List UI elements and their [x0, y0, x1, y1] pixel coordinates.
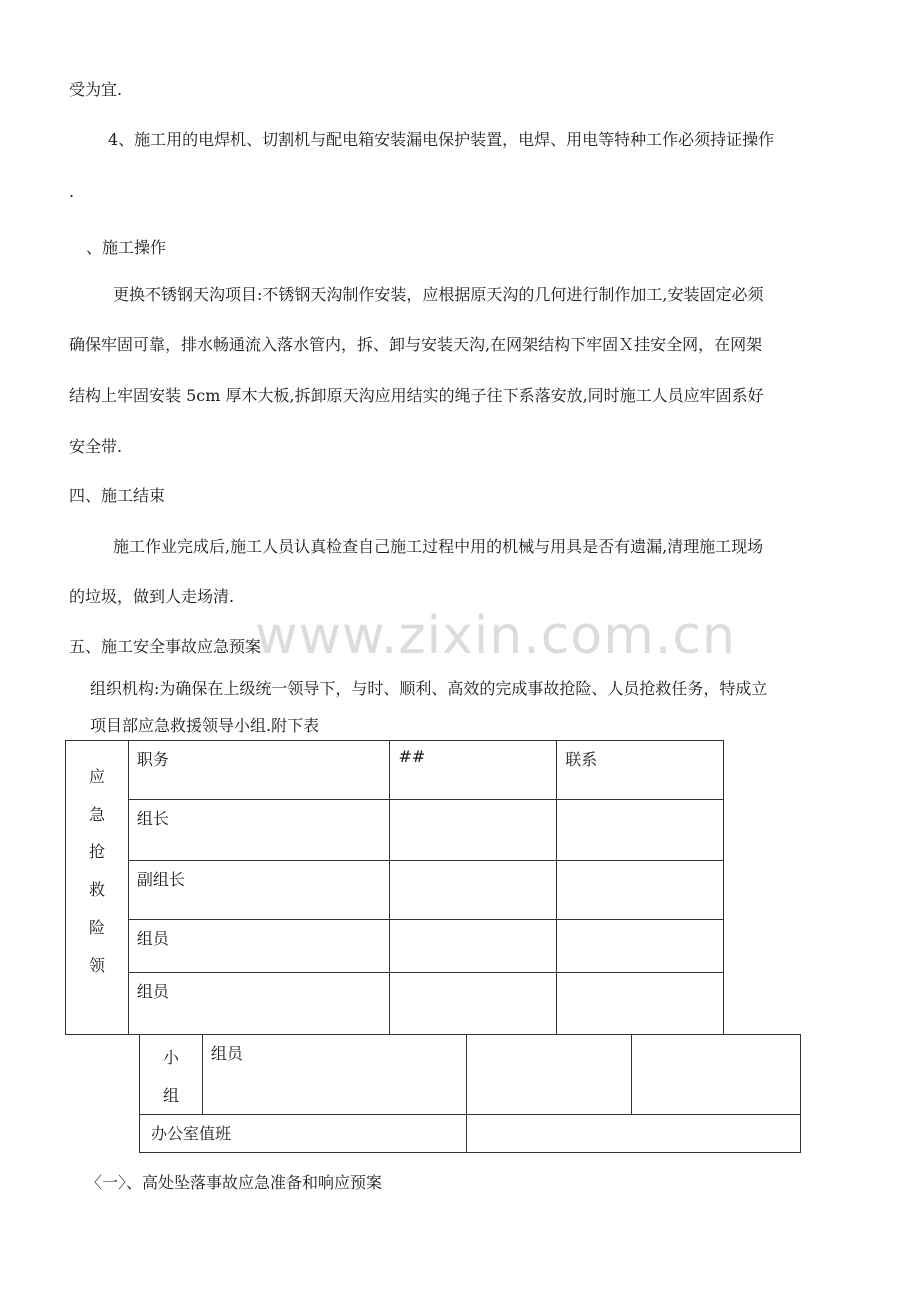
side-char: 险	[88, 917, 105, 937]
role-cell	[202, 1035, 466, 1115]
empty-cell	[557, 920, 724, 973]
text-line: 项目部应急救援领导小组.附下表	[90, 716, 320, 735]
role-label: 副组长	[136, 870, 185, 889]
text-line: 安全带.	[69, 437, 123, 456]
side-char: 小	[162, 1048, 179, 1067]
role-cell	[128, 861, 390, 920]
empty-cell	[557, 800, 724, 861]
role-label: 组长	[136, 809, 169, 828]
group-side-label	[140, 1035, 203, 1115]
header-name: ##	[398, 747, 426, 766]
text-line: 结构上牢固安装 5cm 厚木大板,拆卸原天沟应用结实的绳子往下系落安放,同时施工人员应牢固系好	[69, 386, 764, 405]
header-cell	[557, 741, 724, 800]
header-cell	[128, 741, 390, 800]
text-line: 组织机构:为确保在上级统一领导下，与时、顺利、高效的完成事故抢险、人员抢救任务，特成立	[90, 679, 768, 698]
side-char: 急	[88, 804, 105, 824]
role-label: 组员	[210, 1044, 243, 1063]
empty-cell	[390, 973, 557, 1035]
empty-cell	[557, 861, 724, 920]
emergency-team-table	[65, 740, 724, 1035]
role-cell	[128, 800, 390, 861]
empty-cell	[632, 1035, 801, 1115]
header-position: 职务	[136, 750, 169, 769]
subsection-heading: 〈一〉、高处坠落事故应急准备和响应预案	[86, 1173, 383, 1192]
side-char: 应	[88, 767, 105, 786]
empty-cell	[390, 920, 557, 973]
role-cell	[128, 973, 390, 1035]
section-heading-end: 四、施工结束	[69, 486, 166, 505]
text-line: 施工作业完成后,施工人员认真检查自己施工过程中用的机械与用具是否有遗漏,清理施工现场	[113, 537, 764, 556]
text-line: 确保牢固可靠，排水畅通流入落水管内，拆、卸与安装天沟,在网架结构下牢固Ｘ挂安全网，在网架	[69, 335, 763, 354]
watermark: www.zixin.com.cn	[255, 606, 736, 666]
empty-cell	[466, 1035, 632, 1115]
text-line: 4、施工用的电焊机、切割机与配电箱安装漏电保护装置，电焊、用电等特种工作必须持证操作	[108, 130, 775, 149]
text-line: .	[69, 182, 75, 201]
empty-cell	[390, 861, 557, 920]
team-continuation-table	[139, 1034, 801, 1153]
text-line: 受为宜.	[69, 80, 123, 99]
role-cell	[128, 920, 390, 973]
role-label: 组员	[136, 929, 169, 948]
empty-cell	[390, 800, 557, 861]
office-duty-cell	[140, 1115, 467, 1153]
text-line: 的垃圾，做到人走场清.	[69, 587, 235, 606]
empty-cell	[466, 1115, 800, 1153]
section-heading-operation: 、施工操作	[86, 238, 167, 257]
side-char: 救	[88, 880, 105, 900]
office-duty-label: 办公室值班	[151, 1124, 232, 1144]
section-heading-plan: 五、施工安全事故应急预案	[69, 637, 262, 656]
empty-cell	[557, 973, 724, 1035]
team-side-label	[66, 741, 129, 1035]
text-line: 更换不锈钢天沟项目:不锈钢天沟制作安装，应根据原天沟的几何进行制作加工,安装固定必须	[113, 285, 764, 304]
side-char: 领	[88, 955, 105, 975]
side-char: 组	[162, 1085, 179, 1105]
header-cell	[390, 741, 557, 800]
side-char: 抢	[88, 842, 105, 862]
role-label: 组员	[136, 982, 169, 1001]
header-contact: 联系	[565, 750, 598, 769]
